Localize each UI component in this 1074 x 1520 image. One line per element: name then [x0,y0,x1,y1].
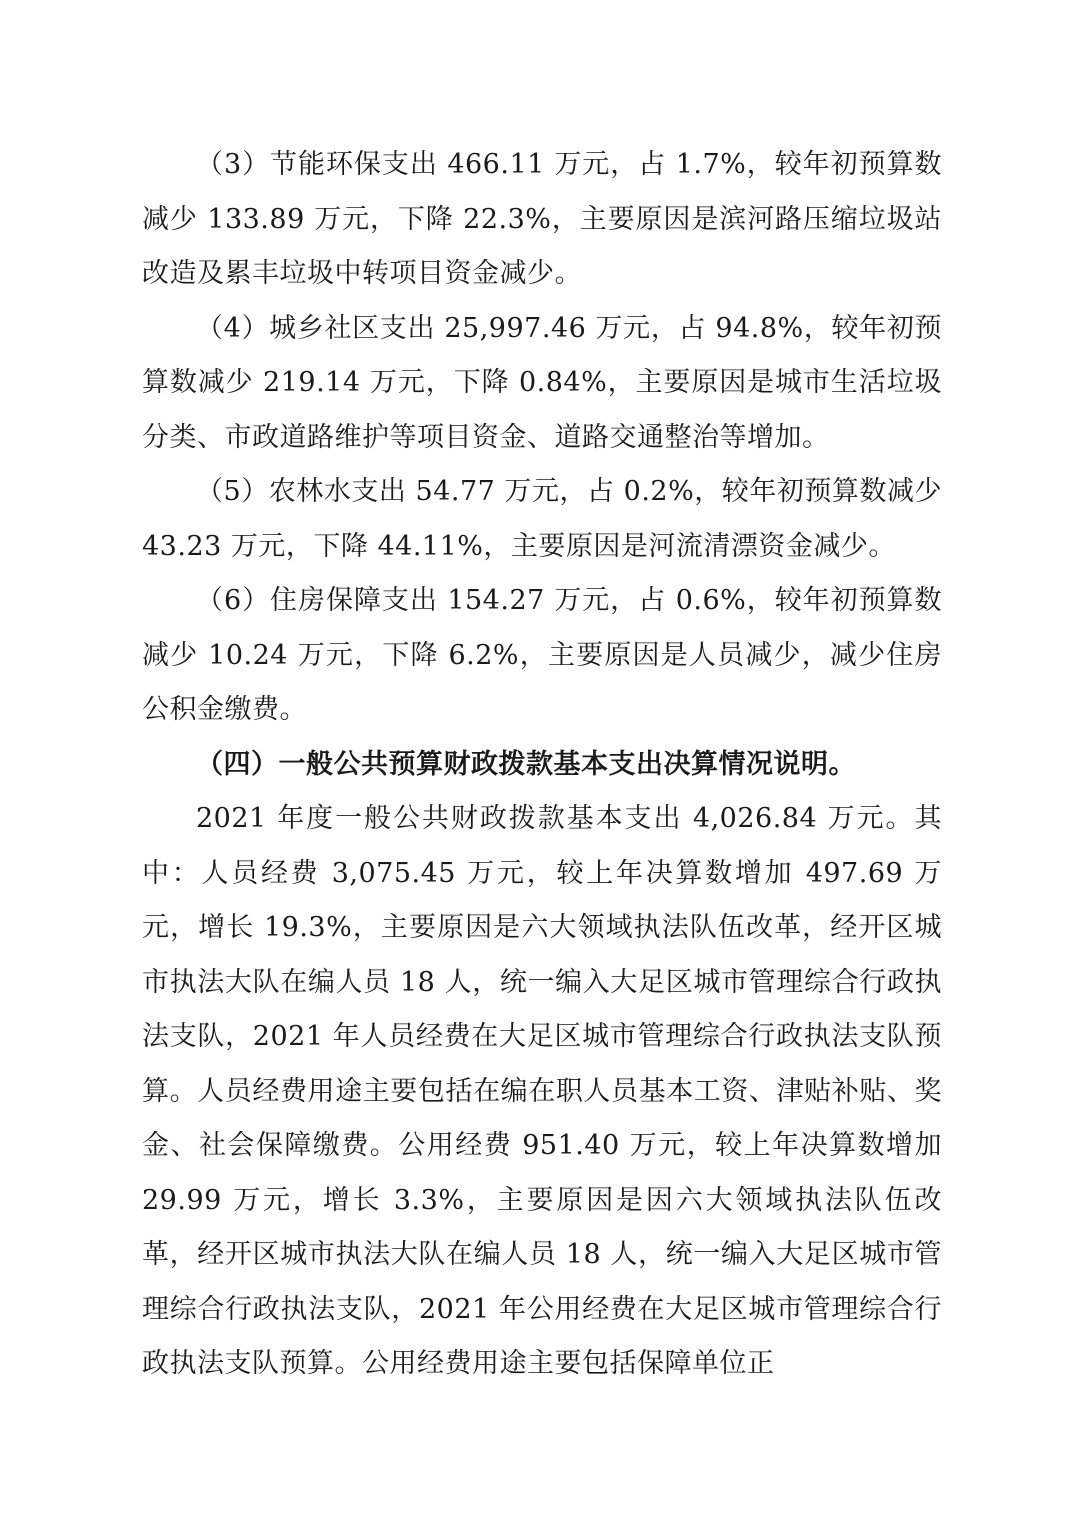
section-heading: （四）一般公共预算财政拨款基本支出决算情况说明。 [196,748,856,780]
paragraph-basic-expenditure: 2021 年度一般公共财政拨款基本支出 4,026.84 万元。其中：人员经费 3,075.45 万元，较上年决算数增加 497.69 万元，增长 19.3%，主要原因是六大领域执法队伍改革，经开区城市执法大队在编人员 18 人，统一编入大足区城市管理综合行政执法支队，2021 年人员经费在大足区城市管理综合行政执法支队预算。人员经费用途主要包括在编在职人员基本工资、津贴补贴、奖金、社会保障缴费。公用经费 951.40 万元，较上年决算数增加 29.99 万元，增长 3.3%，主要原因是因六大领域执法队伍改革，经开区城市执法大队在编人员 18 人，统一编入大足区城市管理综合行政执法支队，2021 年公用经费在大足区城市管理综合行政执法支队预算。公用经费用途主要包括保障单位正 [142,803,942,1379]
paragraph-energy-conservation: （3）节能环保支出 466.11 万元，占 1.7%，较年初预算数减少 133.89 万元，下降 22.3%，主要原因是滨河路压缩垃圾站改造及累丰垃圾中转项目资金减少。 [142,149,942,289]
paragraph-agriculture-forestry-water: （5）农林水支出 54.77 万元，占 0.2%，较年初预算数减少 43.23 万元，下降 44.11%，主要原因是河流清漂资金减少。 [142,476,942,562]
paragraph-housing-security: （6）住房保障支出 154.27 万元，占 0.6%，较年初预算数减少 10.24 万元，下降 6.2%，主要原因是人员减少，减少住房公积金缴费。 [142,585,942,725]
paragraph-urban-rural-community: （4）城乡社区支出 25,997.46 万元，占 94.8%，较年初预算数减少 219.14 万元，下降 0.84%，主要原因是城市生活垃圾分类、市政道路维护等项目资金、道路交通整治等增加。 [142,312,942,453]
document-body [142,138,942,1392]
